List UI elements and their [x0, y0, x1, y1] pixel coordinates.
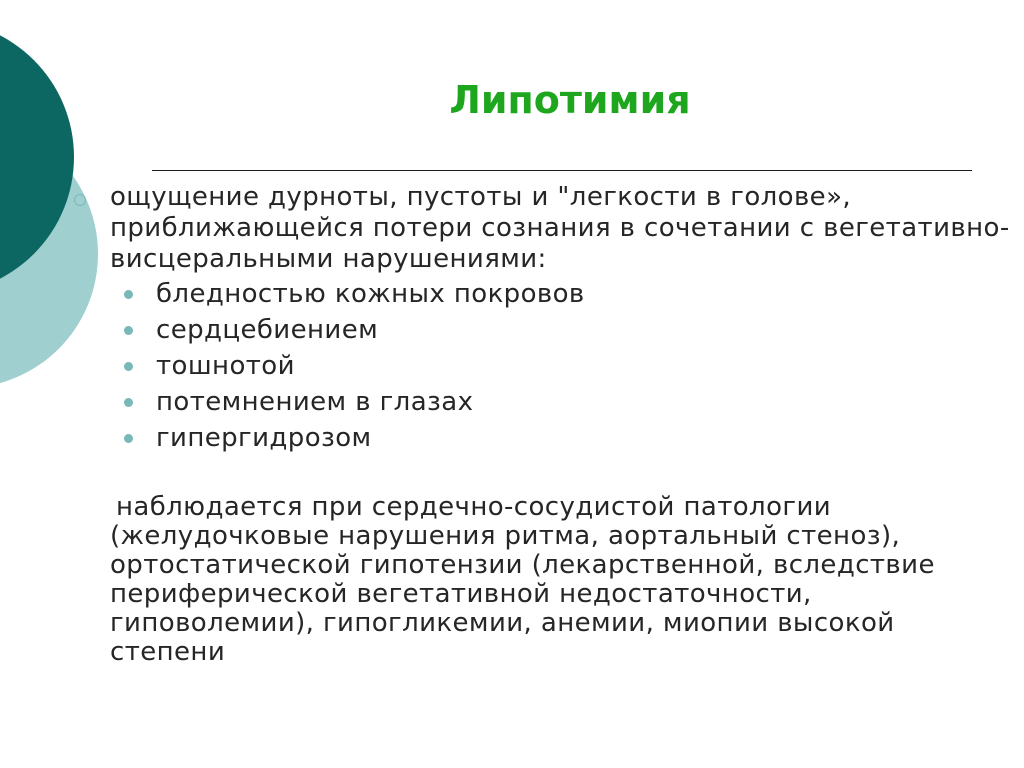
symptom-list: [124, 276, 585, 456]
list-item: [124, 348, 585, 384]
dot-bullet-icon: [124, 326, 133, 335]
title-divider: [152, 170, 972, 171]
hollow-circle-bullet-icon: [74, 194, 86, 206]
list-item: [124, 384, 585, 420]
dot-bullet-icon: [124, 290, 133, 299]
list-item-label: сердцебиением: [156, 315, 379, 345]
list-item-label: гипергидрозом: [156, 423, 372, 453]
dot-bullet-icon: [124, 434, 133, 443]
list-item-label: бледностью кожных покровов: [156, 279, 585, 309]
dot-bullet-icon: [124, 362, 133, 371]
list-item-label: потемнением в глазах: [156, 387, 474, 417]
list-item-label: тошнотой: [156, 351, 295, 381]
list-item: [124, 276, 585, 312]
slide-title: Липотимия: [449, 78, 691, 122]
causes-paragraph: наблюдается при сердечно-сосудистой патологии (желудочковые нарушения ритма, аортальный стеноз), ортостатической гипотензии (лекарственной, вследствие периферической вегетативной недостаточности, гиповолемии), гипогликемии, анемии, миопии высокой степени: [110, 492, 935, 667]
main-point-text: ощущение дурноты, пустоты и "легкости в голове», приближающейся потери сознания в сочетании с вегетативно-висцеральными нарушениями:: [110, 182, 1010, 274]
list-item: [124, 420, 585, 456]
list-item: [124, 312, 585, 348]
dot-bullet-icon: [124, 398, 133, 407]
